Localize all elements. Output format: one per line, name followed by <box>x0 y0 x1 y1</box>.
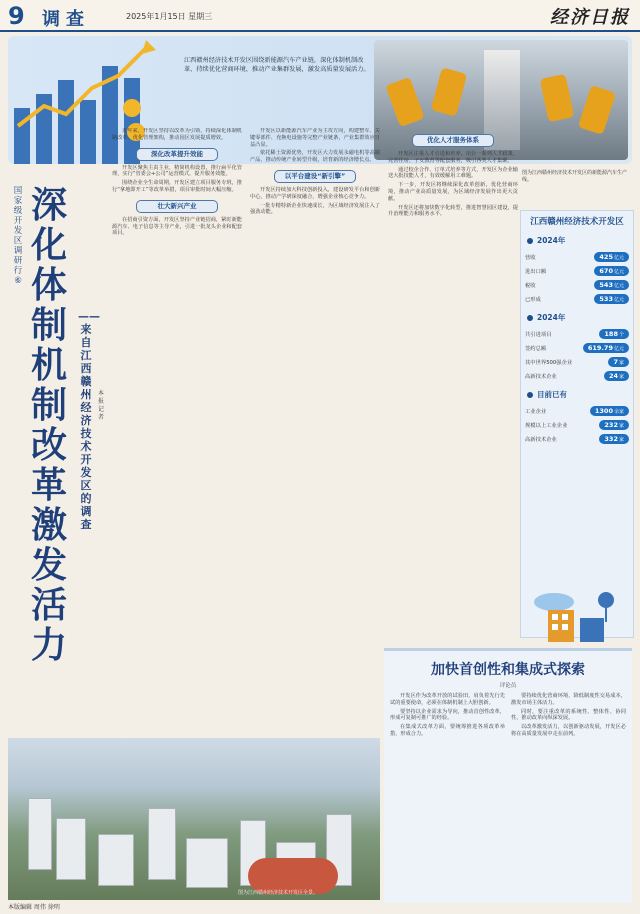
paragraph: 开发区注重人才引进和培养，出台一系列人才政策，完善住房、子女教育等配套服务，吸引各类人才集聚。 <box>388 151 518 164</box>
paragraph: 同时，要注重改革的系统性、整体性、协同性，推动改革向纵深发展。 <box>511 708 626 722</box>
paragraph: 下一步，开发区将继续深化改革创新，优化营商环境，推动产业高质量发展，为区域经济发展作出更大贡献。 <box>388 182 518 202</box>
article-column-2 <box>250 128 380 748</box>
paragraph: 要持续优化营商环境，降低制度性交易成本，激发市场主体活力。 <box>511 693 626 706</box>
stat-label: 签约总额 <box>525 346 547 352</box>
group-label: 2024年 <box>537 313 566 322</box>
stat-value: 425亿元 <box>594 252 629 262</box>
paragraph: 通过校企合作、订单式培养等方式，开发区为企业输送大批技能人才，有效缓解用工难题。 <box>388 166 518 180</box>
stat-label: 营收 <box>525 255 536 261</box>
commentary-body <box>384 693 632 740</box>
stat-row <box>525 434 629 444</box>
stats-sidebar <box>520 170 632 638</box>
stat-row <box>525 343 629 353</box>
stat-label: 高新技术企业 <box>525 374 557 380</box>
masthead <box>0 0 640 32</box>
group-label: 目前已有 <box>537 390 567 399</box>
section-subtitle: 优化人才服务体系 <box>412 134 494 147</box>
paragraph: 一批专精特新企业快速成长，为区域经济发展注入了强劲动能。 <box>250 202 380 216</box>
stat-value: 332家 <box>599 434 629 444</box>
paragraph: 开发区还将加快数字化转型，推进智慧园区建设，提升治理能力和服务水平。 <box>388 204 518 218</box>
section-subtitle: 深化改革提升效能 <box>136 148 218 161</box>
building <box>56 818 86 880</box>
robot-arm-icon <box>431 67 468 116</box>
commentary-author: 评论员 <box>499 683 517 689</box>
stat-row <box>525 406 629 416</box>
stat-row <box>525 371 629 381</box>
stat-label: 其中世界500强企业 <box>525 360 573 366</box>
newspaper-logo: 经济日报 <box>550 7 630 28</box>
stat-value: 543亿元 <box>594 280 629 290</box>
bullet-icon <box>527 392 533 398</box>
stat-value: 7家 <box>608 357 629 367</box>
paragraph: 以改革激发活力，以创新驱动发展，开发区必将在高质量发展中走在前列。 <box>511 724 626 737</box>
stat-row <box>525 266 629 276</box>
stats-group-header <box>527 235 627 246</box>
stat-value: 232家 <box>599 420 629 430</box>
stat-row <box>525 252 629 262</box>
building <box>148 808 176 880</box>
stat-row <box>525 294 629 304</box>
stat-label: 共引进项目 <box>525 332 552 338</box>
stat-value: 619.79亿元 <box>583 343 629 353</box>
robot-arm-icon <box>578 85 616 135</box>
stat-label: 进出口额 <box>525 269 547 275</box>
byline: 本报记者 <box>97 390 104 421</box>
stat-value: 1300余家 <box>590 406 629 416</box>
paragraph: 开发区作为改革开放的试验田，肩负着先行先试的重要使命，必须在体制机制上大胆创新。 <box>390 693 505 706</box>
stat-label: 高新技术企业 <box>525 437 557 443</box>
issue-date: 2025年1月15日 星期三 <box>126 12 213 21</box>
section-title: 调查 <box>42 9 90 30</box>
aerial-city-photo <box>8 738 380 900</box>
stat-value: 533亿元 <box>594 294 629 304</box>
commentary-title: 加快首创性和集成式探索 <box>431 662 585 678</box>
stat-row <box>525 280 629 290</box>
paragraph: 在集成式改革方面，要统筹推进各项改革举措，形成合力。 <box>390 724 505 737</box>
commentary-box <box>384 648 632 903</box>
series-tag: 国家级开发区调研行⑥ <box>13 186 23 286</box>
section-subtitle: 以平台建设“新引擎” <box>274 170 356 183</box>
photo-caption: 图为江西赣州经济技术开发区的新能源汽车生产线。 <box>522 170 628 183</box>
commentary-column-1 <box>390 693 505 740</box>
main-headline: 深化体制机制改革激发活力 <box>30 185 67 666</box>
paragraph: 在招商引资方面，开发区坚持产业链招商，紧盯新能源汽车、电子信息等主导产业，引进一批龙头企业和配套项目。 <box>112 216 242 237</box>
stat-label: 已形成 <box>525 297 541 303</box>
stat-row <box>525 329 629 339</box>
stats-group-header <box>527 389 627 400</box>
bullet-icon <box>527 315 533 321</box>
city-illustration-icon <box>528 588 628 644</box>
banner-intro: 江西赣州经济技术开发区围绕新能源汽车产业链，深化体制机制改革，持续优化营商环境，推动产业集群发展，激发高质量发展活力。 <box>184 57 370 74</box>
stats-box <box>520 210 634 638</box>
building <box>98 834 134 886</box>
stat-label: 税收 <box>525 283 536 289</box>
sub-headline: ——来自江西赣州经济技术开发区的调查 <box>78 310 100 531</box>
stat-value: 188个 <box>599 329 629 339</box>
article-column-1 <box>112 128 242 748</box>
bullet-icon <box>527 238 533 244</box>
page-footer: 本版编辑 周伟 徐明 <box>8 904 60 911</box>
stat-value: 24家 <box>604 371 629 381</box>
building <box>28 798 52 870</box>
page-number: 9 <box>8 2 25 30</box>
paragraph: 开发区持续加大科技创新投入，建设研发平台和创新中心，推动产学研深度融合，增强企业核心竞争力。 <box>250 186 380 200</box>
paragraph: 依托稀土资源优势，开发区大力发展永磁电机等高端产品，推动传统产业转型升级，培育新的经济增长点。 <box>250 150 380 164</box>
stats-group-header <box>527 312 627 323</box>
stat-label: 规模以上工业企业 <box>525 423 568 429</box>
paragraph: 要坚持以企业需求为导向，推动首创性改革，形成可复制可推广的经验。 <box>390 708 505 722</box>
section-subtitle: 壮大新兴产业 <box>136 200 218 213</box>
robot-arm-icon <box>385 77 424 127</box>
commentary-column-2 <box>511 693 626 740</box>
stat-row <box>525 420 629 430</box>
paragraph: 开发区以新能源汽车产业为主攻方向，构建整车、关键零部件、充换电设施等完整产业链条，产业集群效应日益凸显。 <box>250 128 380 148</box>
stats-title: 江西赣州经济技术开发区 <box>530 217 624 227</box>
stat-value: 670亿元 <box>594 266 629 276</box>
paragraph: 围绕企业全生命周期，开发区建立项目服务专班，推行“拿地即开工”等改革举措，项目审批时间大幅压缩。 <box>112 180 242 193</box>
stat-row <box>525 357 629 367</box>
building <box>186 838 228 888</box>
paragraph: 开发区聚焦主责主业，精简机构设置，推行扁平化管理，实行“管委会+公司”运营模式，提升服务效能。 <box>112 164 242 178</box>
group-label: 2024年 <box>537 236 566 245</box>
stat-label: 工业企业 <box>525 409 547 415</box>
robot-arm-icon <box>540 74 575 122</box>
photo-caption: 图为江西赣州经济技术开发区全景。 <box>238 890 319 896</box>
paragraph: 近年来，开发区坚持以改革为引领，持续深化体制机制改革，优化管理架构，推动园区发展提质增效。 <box>112 128 242 141</box>
